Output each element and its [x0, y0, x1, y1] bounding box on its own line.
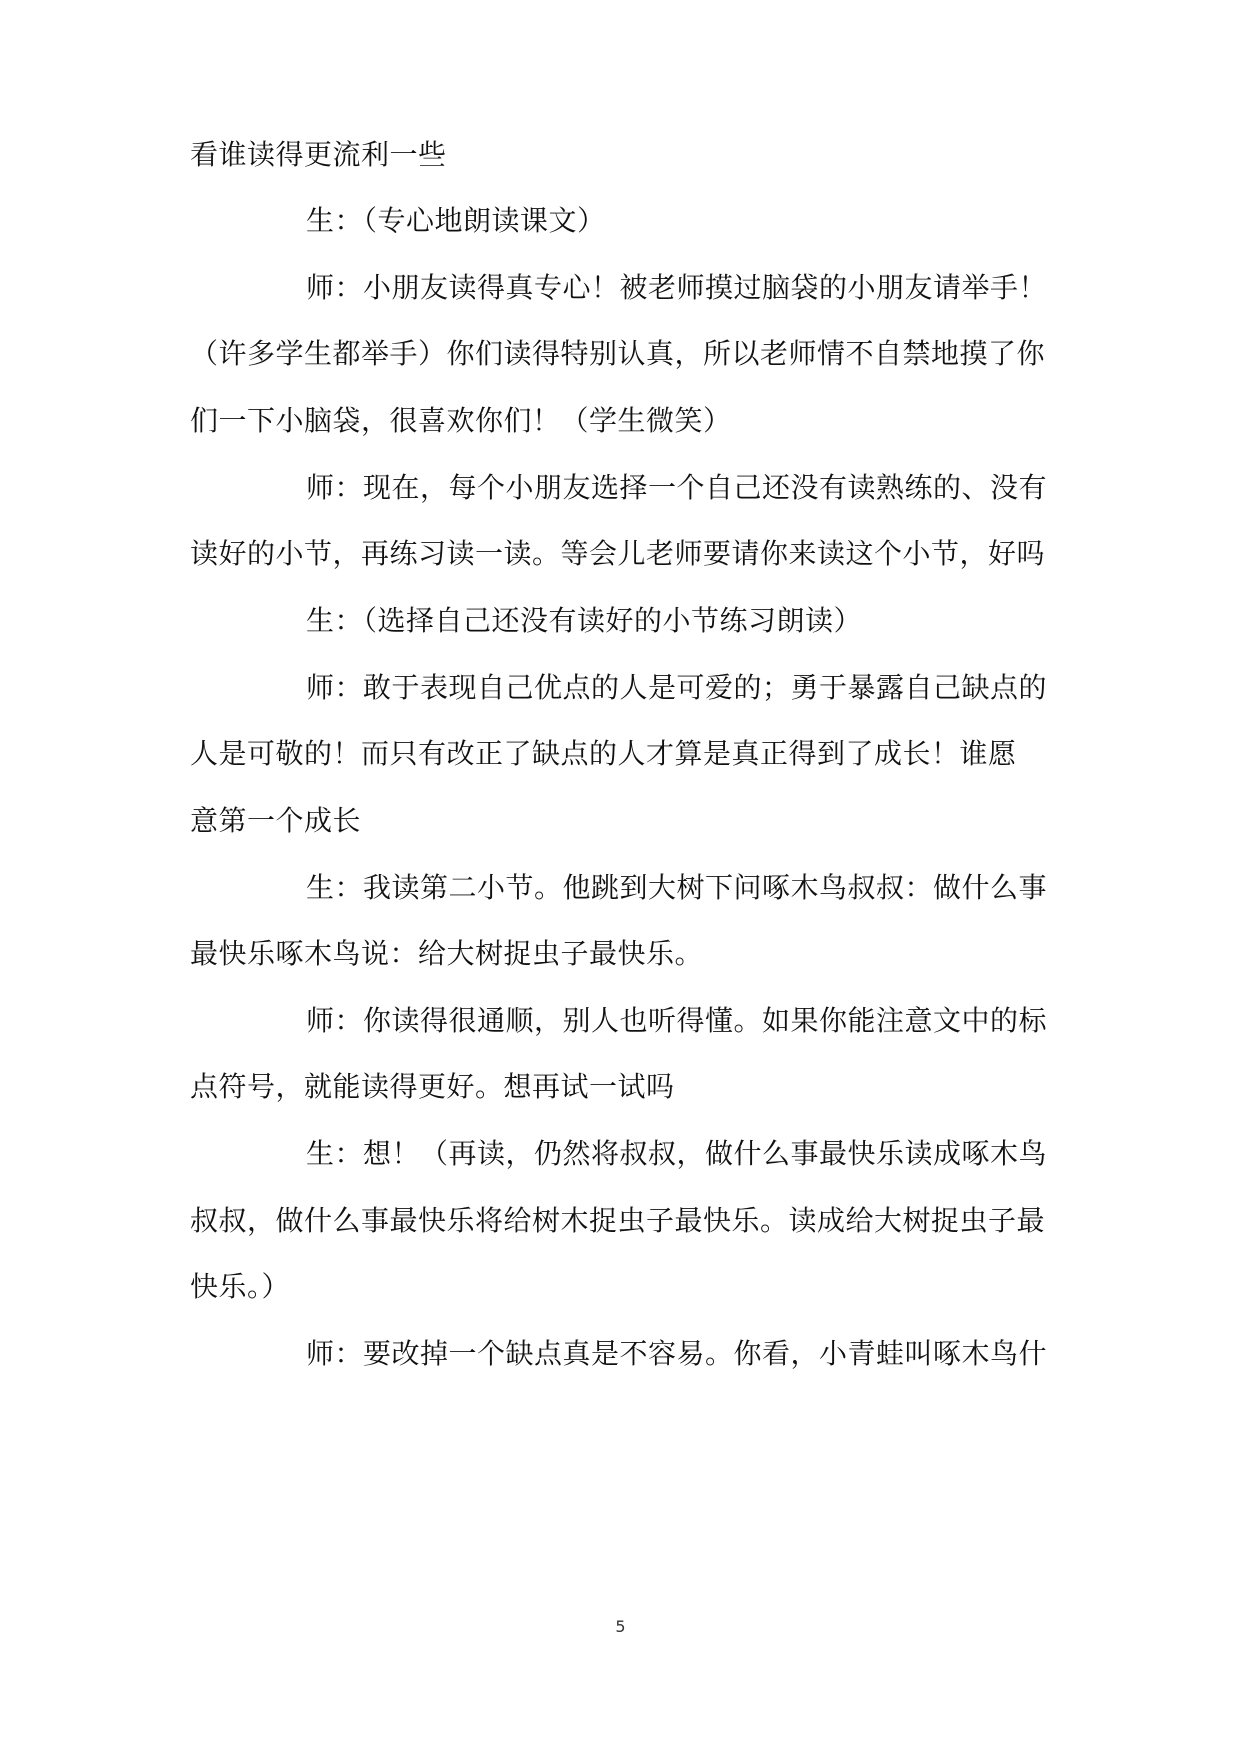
text-line: 看谁读得更流利一些	[190, 138, 447, 171]
paragraph-start-line: 师：小朋友读得真专心！被老师摸过脑袋的小朋友请举手！	[306, 271, 1048, 304]
text-line: （许多学生都举手）你们读得特别认真，所以老师情不自禁地摸了你	[190, 337, 1046, 370]
text-line: 最快乐啄木鸟说：给大树捉虫子最快乐。	[190, 937, 704, 970]
paragraph-start-line: 生：想！（再读，仍然将叔叔，做什么事最快乐读成啄木鸟	[306, 1137, 1048, 1170]
paragraph-start-line: 师：敢于表现自己优点的人是可爱的；勇于暴露自己缺点的	[306, 671, 1048, 704]
text-line: 读好的小节，再练习读一读。等会儿老师要请你来读这个小节，好吗	[190, 537, 1046, 570]
text-line: 们一下小脑袋，很喜欢你们！（学生微笑）	[190, 404, 732, 437]
text-line: 叔叔，做什么事最快乐将给树木捉虫子最快乐。读成给大树捉虫子最	[190, 1204, 1046, 1237]
paragraph-start-line: 师：你读得很通顺，别人也听得懂。如果你能注意文中的标	[306, 1004, 1048, 1037]
paragraph-start-line: 生：（选择自己还没有读好的小节练习朗读）	[306, 604, 863, 637]
page-number: 5	[615, 1617, 626, 1636]
text-line: 点符号，就能读得更好。想再试一试吗	[190, 1070, 675, 1103]
text-line: 人是可敬的！而只有改正了缺点的人才算是真正得到了成长！谁愿	[190, 737, 1017, 770]
text-line: 快乐。）	[190, 1270, 291, 1303]
paragraph-start-line: 生：（专心地朗读课文）	[306, 204, 606, 237]
paragraph-start-line: 师：要改掉一个缺点真是不容易。你看，小青蛙叫啄木鸟什	[306, 1337, 1048, 1370]
paragraph-start-line: 师：现在，每个小朋友选择一个自己还没有读熟练的、没有	[306, 471, 1048, 504]
paragraph-start-line: 生：我读第二小节。他跳到大树下问啄木鸟叔叔：做什么事	[306, 871, 1048, 904]
text-line: 意第一个成长	[190, 804, 362, 837]
